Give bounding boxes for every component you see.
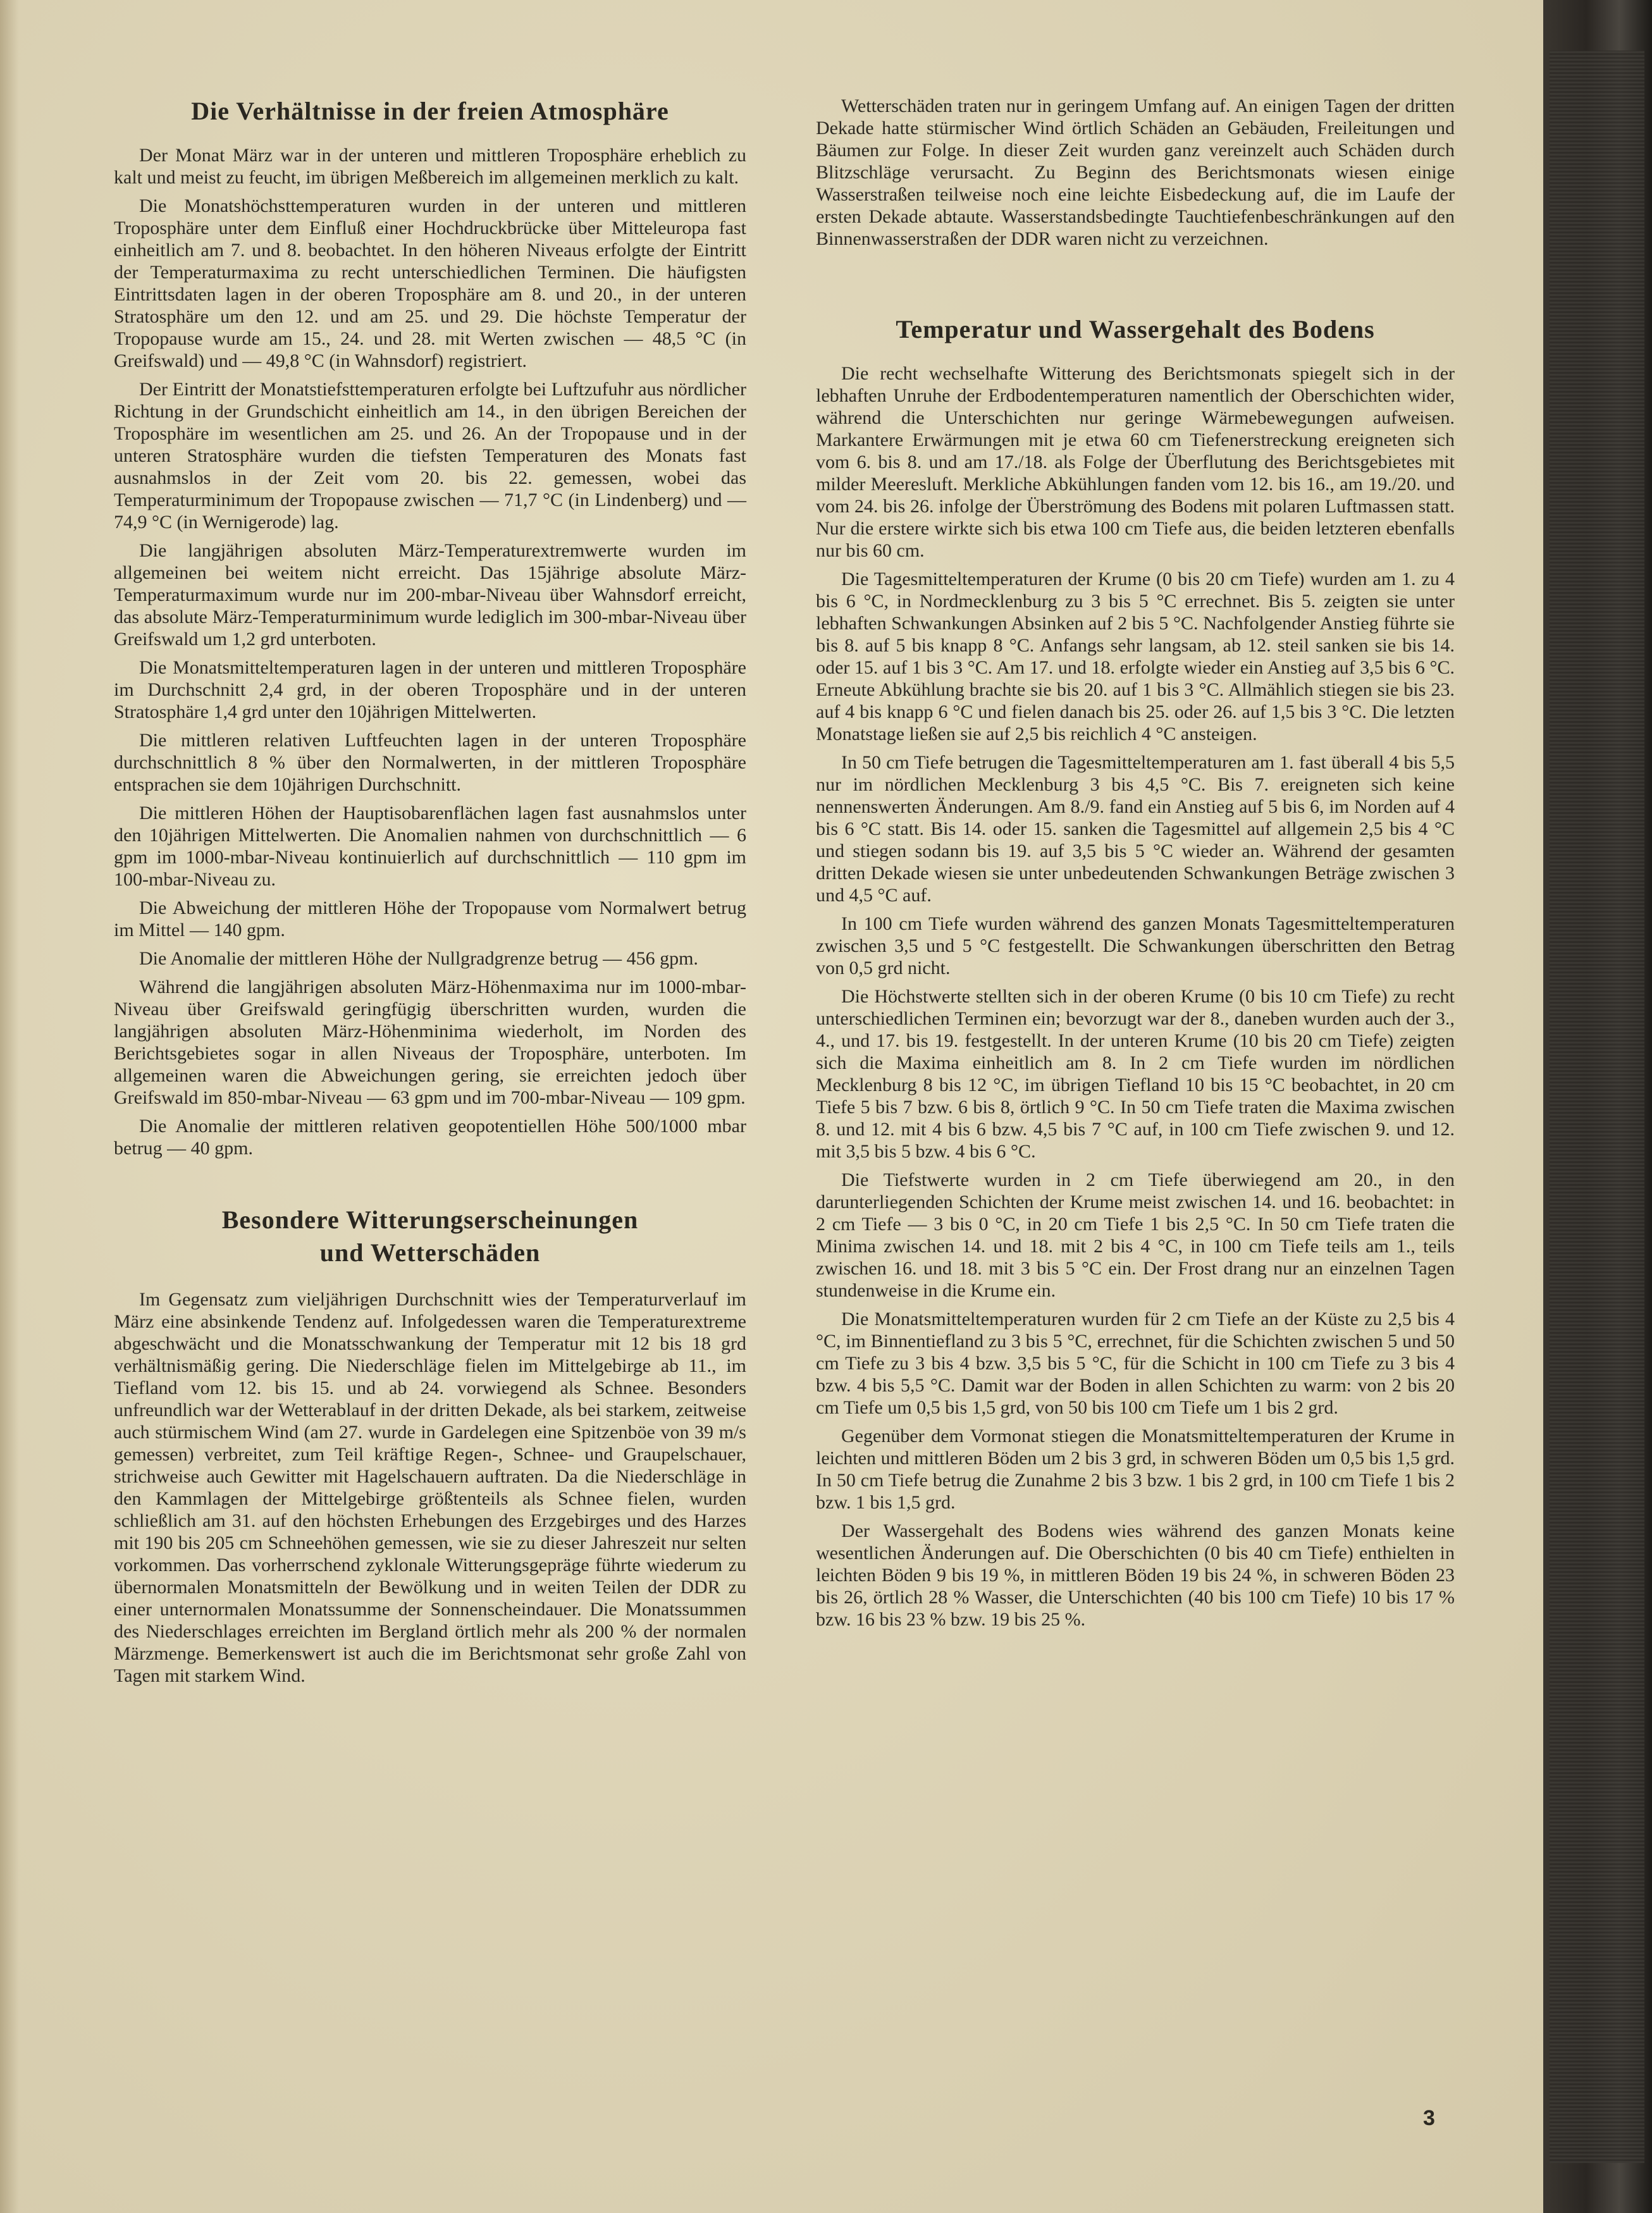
page-fold-shadow [0, 0, 19, 2213]
page-number: 3 [1423, 2106, 1435, 2130]
paragraph: Die Monatshöchsttemperaturen wurden in der unteren und mittleren Troposphäre unter dem Einfluß einer Hochdruckbrücke über Mitteleuropa fast einheitlich am 7. und 8. beobachtet. In den höheren Niveaus erfolgte der Eintritt der Temperaturmaxima zu recht unterschiedlichen Terminen. Die häufigsten Eintrittsdaten lagen in der oberen Troposphäre am 8. und 20., in der unteren Stratosphäre um den 12. und am 25. und 29. Die höchste Temperatur der Tropopause wurde am 15., 24. und 28. mit Werten zwischen — 48,5 °C (in Greifswald) und — 49,8 °C (in Wahnsdorf) registriert. [114, 195, 746, 371]
paragraph: Die Tiefstwerte wurden in 2 cm Tiefe überwiegend am 20., in den darunterliegenden Schichten der Krume meist zwischen 14. und 16. beobachtet: in 2 cm Tiefe — 3 bis 0 °C, in 20 cm Tiefe 1 bis 2,5 °C. In 50 cm Tiefe traten die Minima zwischen 14. und 18. mit 2 bis 4 °C, in 100 cm Tiefe teils am 1., teils zwischen 16. und 18. mit 3 bis 5 °C ein. Der Frost drang nur an einzelnen Tagen stundenweise in die Krume ein. [816, 1169, 1455, 1301]
paragraph: Die recht wechselhafte Witterung des Berichtsmonats spiegelt sich in der lebhaften Unruhe der Erdbodentemperaturen namentlich der Oberschichten wider, während die Unterschichten nur geringe Wärmebewegungen aufweisen. Markantere Erwärmungen mit je etwa 60 cm Tiefenerstreckung ereigneten sich vom 6. bis 8. und am 17./18. als Folge der Überflutung des Berichtsgebietes mit milder Meeresluft. Merkliche Abkühlungen fanden vom 12. bis 16., am 19./20. und vom 24. bis 26. infolge der Überströmung des Bodens mit polaren Luftmassen statt. Nur die erstere wirkte sich bis etwa 100 cm Tiefe aus, die beiden letzteren ebenfalls nur bis 60 cm. [816, 363, 1455, 561]
paragraph: Die Tagesmitteltemperaturen der Krume (0 bis 20 cm Tiefe) wurden am 1. zu 4 bis 6 °C, in Nordmecklenburg zu 3 bis 5 °C errechnet. Bis 5. zeigten sie unter lebhaften Schwankungen Absinken auf 2 bis 5 °C. Nachfolgender Anstieg führte sie bis 8. auf 5 bis knapp 8 °C. Anfangs sehr langsam, ab 12. steil sanken sie bis 14. oder 15. auf 1 bis 3 °C. Am 17. und 18. erfolgte wieder ein Anstieg auf 3,5 bis 6 °C. Erneute Abkühlung brachte sie bis 20. auf 1 bis 3 °C. Allmählich stiegen sie bis 23. auf 4 bis knapp 6 °C und fielen danach bis 25. oder 26. auf 1,5 bis 3 °C. Die letzten Monatstage ließen sie auf 2,5 bis reichlich 4 °C ansteigen. [816, 569, 1455, 744]
book-spine-texture [1550, 51, 1644, 2163]
paragraph: Die langjährigen absoluten März-Temperaturextremwerte wurden im allgemeinen bei weitem nicht erreicht. Das 15jährige absolute März-Temperaturmaximum wurde nur im 200-mbar-Niveau über Wahnsdorf erreicht, das absolute März-Temperaturminimum wurde lediglich im 300-mbar-Niveau über Greifswald um 1,2 grd unterboten. [114, 540, 746, 650]
paragraph: In 100 cm Tiefe wurden während des ganzen Monats Tagesmitteltemperaturen zwischen 3,5 und 5 °C festgestellt. Die Schwankungen überschritten den Betrag von 0,5 grd nicht. [816, 913, 1455, 978]
paragraph: Der Eintritt der Monatstiefsttemperaturen erfolgte bei Luftzufuhr aus nördlicher Richtung in der Grundschicht einheitlich am 14., in den übrigen Bereichen der Troposphäre im wesentlichen am 25. und 26. An der Tropopause und in der unteren Stratosphäre wurden die tiefsten Temperaturen des Monats fast ausnahmslos in der Zeit vom 20. bis 22. gemessen, wobei das Temperaturminimum der Tropopause zwischen — 71,7 °C (in Lindenberg) und — 74,9 °C (in Wernigerode) lag. [114, 379, 746, 533]
paragraph: Die Monatsmitteltemperaturen lagen in der unteren und mittleren Troposphäre im Durchschnitt 2,4 grd, in der oberen Troposphäre und in der unteren Stratosphäre 1,4 grd unter den 10jährigen Mittelwerten. [114, 657, 746, 722]
paragraph: Gegenüber dem Vormonat stiegen die Monatsmitteltemperaturen der Krume in leichten und mittleren Böden um 2 bis 3 grd, in schweren Böden um 0,5 bis 1,5 grd. In 50 cm Tiefe betrug die Zunahme 2 bis 3 bzw. 1 bis 2 grd, in 100 cm Tiefe 1 bis 2 bzw. 1 bis 1,5 grd. [816, 1426, 1455, 1513]
heading-free-atmosphere: Die Verhältnisse in der freien Atmosphäre [191, 97, 669, 125]
right-column [816, 95, 1455, 1630]
paragraph: Im Gegensatz zum vieljährigen Durchschnitt wies der Temperaturverlauf im März eine absinkende Tendenz auf. Infolgedessen waren die Temperaturextreme abgeschwächt und die Monatsschwankung der Temperatur mit 12 bis 18 grd verhältnismäßig gering. Die Niederschläge fielen im Mittelgebirge ab 11., im Tiefland vom 12. bis 15. und ab 24. vorwiegend als Schnee. Besonders unfreundlich war der Wetterablauf in der dritten Dekade, als bei starkem, zeitweise auch stürmischem Wind (am 27. wurde in Gardelegen eine Spitzenböe von 39 m/s gemessen) verbreitet, zum Teil kräftige Regen-, Schnee- und Graupelschauer, strichweise auch Gewitter mit Hagelschauern auftraten. Da die Niederschläge in den Kammlagen der Mittelgebirge größtenteils als Schnee fielen, wurden schließlich am 31. auf den höchsten Erhebungen des Erzgebirges und des Harzes mit 190 bis 205 cm Schneehöhen gemessen, wie sie zu dieser Jahreszeit nur selten vorkommen. Das vorherrschend zyklonale Witterungsgepräge führte wiederum zu übernormalen Monatsmitteln der Bewölkung und in weiten Teilen der DDR zu einer unternormalen Monatssumme der Sonnenscheindauer. Die Monatssummen des Niederschlages erreichten im Bergland örtlich mehr als 200 % der normalen Märzmenge. Bemerkenswert ist auch die im Berichtsmonat sehr große Zahl von Tagen mit starkem Wind. [114, 1289, 746, 1686]
heading-soil-temperature: Temperatur und Wassergehalt des Bodens [896, 315, 1375, 343]
paragraph: Die Höchstwerte stellten sich in der oberen Krume (0 bis 10 cm Tiefe) zu recht unterschiedlichen Terminen ein; bevorzugt war der 8., daneben wurden auch der 3., 4., und 17. bis 19. festgestellt. In der unteren Krume (10 bis 20 cm Tiefe) zeigten sich die Maxima einheitlich am 8. In 2 cm Tiefe wurden im nördlichen Mecklenburg 8 bis 12 °C, im übrigen Tiefland 10 bis 15 °C beobachtet, in 20 cm Tiefe 5 bis 7 bzw. 6 bis 8, örtlich 9 °C. In 50 cm Tiefe traten die Maxima zwischen 8. und 12. mit 4 bis 6 bzw. 4,5 bis 7 °C auf, in 100 cm Tiefe zwischen 9. und 12. mit 3,5 bis 5 bzw. 4 bis 6 °C. [816, 986, 1455, 1162]
paragraph: Wetterschäden traten nur in geringem Umfang auf. An einigen Tagen der dritten Dekade hatte stürmischer Wind örtlich Schäden an Gebäuden, Freileitungen und Bäumen zur Folge. In dieser Zeit wurden ganz vereinzelt auch Schäden durch Blitzschläge verursacht. Zu Beginn des Berichtsmonats wiesen einige Wasserstraßen teilweise noch eine leichte Eisbedeckung auf, die im Laufe der ersten Dekade abtaute. Wasserstandsbedingte Tauchtiefenbeschränkungen auf den Binnenwasserstraßen der DDR waren nicht zu verzeichnen. [816, 96, 1455, 249]
paragraph: Die mittleren relativen Luftfeuchten lagen in der unteren Troposphäre durchschnittlich 8 % über den Normalwerten, in der mittleren Troposphäre entsprachen sie dem 10jährigen Durchschnitt. [114, 730, 746, 795]
heading-weather-events-line1: Besondere Witterungserscheinungen [221, 1205, 639, 1234]
paragraph: Der Wassergehalt des Bodens wies während des ganzen Monats keine wesentlichen Änderungen auf. Die Oberschichten (0 bis 40 cm Tiefe) enthielten in leichten Böden 9 bis 19 %, in mittleren Böden 19 bis 24 %, in schweren Böden 23 bis 26, örtlich 28 % Wasser, die Unterschichten (40 bis 100 cm Tiefe) 10 bis 17 % bzw. 16 bis 23 % bzw. 19 bis 25 %. [816, 1520, 1455, 1630]
left-column [114, 95, 746, 1687]
paragraph: Die Abweichung der mittleren Höhe der Tropopause vom Normalwert betrug im Mittel — 140 gpm. [114, 897, 746, 940]
heading-weather-events-line2: und Wetterschäden [319, 1238, 541, 1267]
paragraph: Die mittleren Höhen der Hauptisobarenflächen lagen fast ausnahmslos unter den 10jährigen Mittelwerten. Die Anomalien nahmen von durchschnittlich — 6 gpm im 1000-mbar-Niveau kontinuierlich auf durchschnittlich — 110 gpm im 100-mbar-Niveau zu. [114, 803, 746, 890]
paragraph: In 50 cm Tiefe betrugen die Tagesmitteltemperaturen am 1. fast überall 4 bis 5,5 nur im nördlichen Mecklenburg 3 bis 4,5 °C. Bis 7. ereigneten sich keine nennenswerten Änderungen. Am 8./9. fand ein Anstieg auf 5 bis 6, im Norden auf 4 bis 6 °C statt. Bis 14. oder 15. sanken die Tagesmittel auf allgemein 2,5 bis 4 °C und stiegen sodann bis 19. auf 3,5 bis 5 °C wieder an. Während der gesamten dritten Dekade wiesen sie unter unbedeutenden Schwankungen Beträge zwischen 3 und 4,5 °C auf. [816, 752, 1455, 906]
paragraph: Die Monatsmitteltemperaturen wurden für 2 cm Tiefe an der Küste zu 2,5 bis 4 °C, im Binnentiefland zu 3 bis 5 °C, errechnet, für die Schichten zwischen 5 und 50 cm Tiefe zu 3 bis 4 bzw. 3,5 bis 5 °C, für die Schicht in 100 cm Tiefe zu 3 bis 4 bzw. 4 bis 5,5 °C. Damit war der Boden in allen Schichten zu warm: von 2 bis 20 cm Tiefe um 0,5 bis 1,5 grd, von 50 bis 100 cm Tiefe um 1 bis 2 grd. [816, 1309, 1455, 1418]
paragraph: Während die langjährigen absoluten März-Höhenmaxima nur im 1000-mbar-Niveau über Greifswald geringfügig überschritten wurden, wurden die langjährigen absoluten März-Höhenminima wiederholt, im Norden des Berichtsgebietes sogar in allen Niveaus der Troposphäre, unterboten. Im allgemeinen waren die Abweichungen gering, sie erreichten jedoch über Greifswald im 850-mbar-Niveau — 63 gpm und im 700-mbar-Niveau — 109 gpm. [114, 977, 746, 1108]
paragraph: Die Anomalie der mittleren relativen geopotentiellen Höhe 500/1000 mbar betrug — 40 gpm. [114, 1116, 746, 1159]
paragraph: Die Anomalie der mittleren Höhe der Nullgradgrenze betrug — 456 gpm. [139, 948, 698, 969]
paragraph: Der Monat März war in der unteren und mittleren Troposphäre erheblich zu kalt und meist zu feucht, im übrigen Meßbereich im allgemeinen merklich zu kalt. [114, 145, 746, 188]
